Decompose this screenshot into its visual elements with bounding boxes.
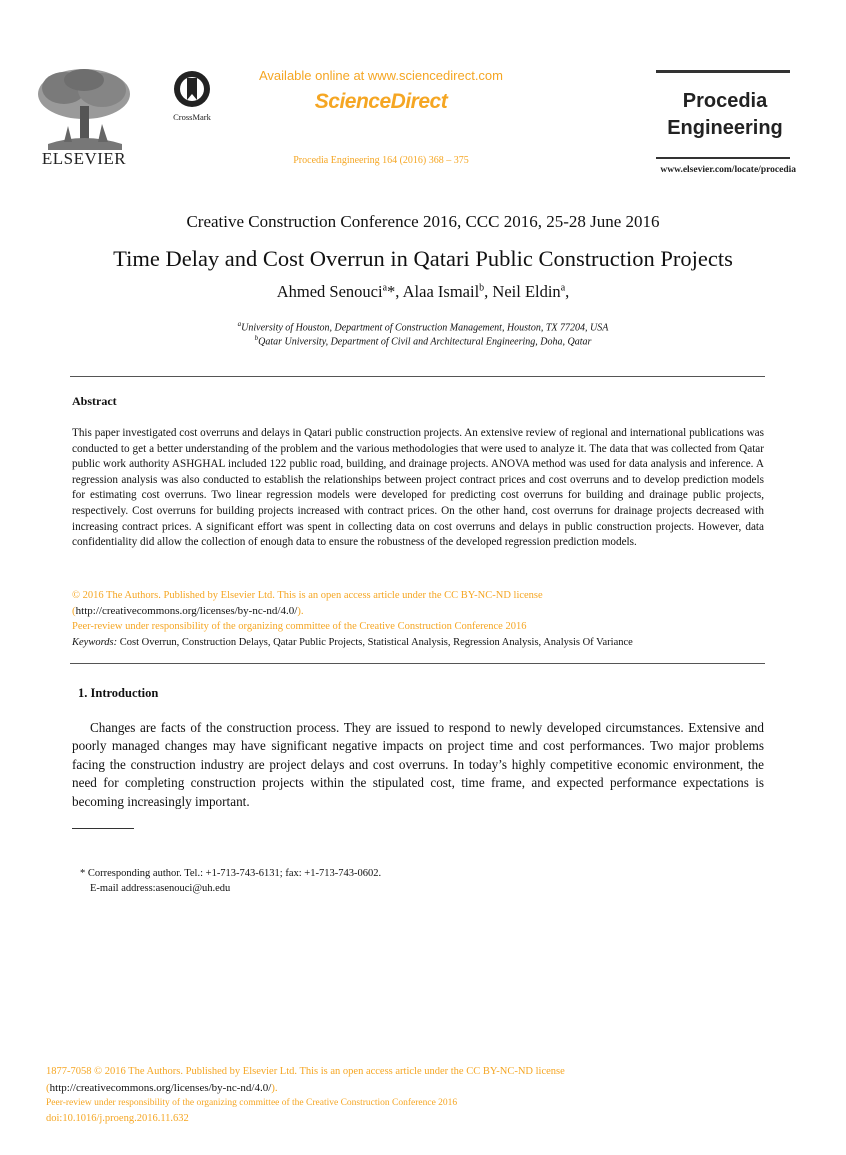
journal-url-link[interactable]: www.elsevier.com/locate/procedia	[660, 165, 796, 175]
journal-title-line-2: Engineering	[667, 117, 783, 139]
affiliation-sup: b	[254, 334, 259, 342]
author-name: Neil Eldin	[492, 282, 561, 301]
introduction-body: Changes are facts of the construction process. They are issued to respond to newly developed circumstances. Extensive and poorly managed changes may have significant negative impacts on project time and cost performances. Two major problems facing the construction industry are project delays and cost overruns. In today’s highly competitive economic environment, the need for completing construction projects within the stipulated cost, time frame, and expected performance expectations is becoming increasingly important.	[72, 720, 764, 809]
license-statement: © 2016 The Authors. Published by Elsevier Ltd. This is an open access article under the CC BY-NC-ND license	[72, 590, 543, 601]
footnote-rule	[72, 828, 134, 829]
paren-close: ).	[271, 1082, 278, 1094]
abstract-heading: Abstract	[72, 394, 117, 408]
author-list	[40, 282, 806, 302]
paren-open: (	[72, 605, 76, 617]
affiliation-text: Qatar University, Department of Civil and Architectural Engineering, Doha, Qatar	[258, 336, 592, 348]
journal-rule-bottom	[656, 157, 790, 159]
section-divider	[70, 376, 765, 377]
doi-link[interactable]: doi:10.1016/j.proeng.2016.11.632	[46, 1113, 189, 1124]
affiliation	[40, 320, 806, 333]
author-affil-sup: b	[479, 282, 485, 294]
section-heading-introduction: 1. Introduction	[78, 686, 159, 700]
issn-license-statement: 1877-7058 © 2016 The Authors. Published by Elsevier Ltd. This is an open access article under the CC BY-NC-ND license	[46, 1066, 565, 1077]
journal-title-line-1: Procedia	[682, 90, 768, 112]
license-link[interactable]: http://creativecommons.org/licenses/by-nc-nd/4.0/	[75, 605, 298, 617]
footer-peer-review: Peer-review under responsibility of the organizing committee of the Creative Construction Conference 2016	[46, 1098, 458, 1108]
author-affil-sup: a	[560, 282, 566, 294]
keywords-label: Keywords:	[72, 637, 118, 648]
keywords	[72, 637, 772, 648]
author-separator: ,	[565, 282, 570, 301]
author-separator: *,	[387, 282, 403, 301]
journal-reference: Procedia Engineering 164 (2016) 368 – 375	[293, 155, 469, 166]
abstract-body: This paper investigated cost overruns and delays in Qatari public construction projects. An extensive review of regional and international publications was conducted to get a better understanding of the problem and the various methodologies that were used to analyze it. The data that was collected from Qatar public work authority ASHGHAL included 122 public road, building, and drainage projects. ANOVA method was used for data analysis and inference. A regression analysis was also conducted to establish the relationships between project contract prices and cost overruns and to develop prediction models for estimating cost overruns. Two linear regression models were developed for predicting cost overruns for building and drainage public projects, respectively. Cost overruns for building projects increased with contract prices. On the other hand, cost overruns for drainage projects decreased with increasing contract prices. A significant effort was spent in collecting data on cost overruns and delays in public construction projects. However, data confidentiality did allow the collection of enough data to ensure the robustness of the developed regression prediction models.	[72, 427, 764, 549]
journal-rule-top	[656, 70, 790, 73]
section-divider	[70, 663, 765, 664]
paren-open: (	[46, 1082, 50, 1094]
keywords-list: Cost Overrun, Construction Delays, Qatar Public Projects, Statistical Analysis, Regression Analysis, Analysis Of Variance	[117, 637, 633, 648]
peer-review-statement: Peer-review under responsibility of the organizing committee of the Creative Construction Conference 2016	[72, 621, 527, 632]
footer-license-link[interactable]: http://creativecommons.org/licenses/by-nc-nd/4.0/	[49, 1082, 272, 1094]
paper-title: Time Delay and Cost Overrun in Qatari Public Construction Projects	[113, 246, 733, 271]
author-name: Alaa Ismail	[402, 282, 480, 301]
author-separator: ,	[484, 282, 493, 301]
corresponding-author-email: E-mail address:asenouci@uh.edu	[90, 883, 231, 894]
journal-title	[660, 88, 790, 142]
corresponding-author-note: * Corresponding author. Tel.: +1-713-743-6131; fax: +1-713-743-0602.	[80, 868, 382, 879]
crossmark-label: CrossMark	[173, 112, 211, 122]
conference-name: Creative Construction Conference 2016, CCC 2016, 25-28 June 2016	[186, 212, 660, 231]
affiliation-text: University of Houston, Department of Construction Management, Houston, TX 77204, USA	[241, 322, 609, 334]
footer-license-link-line	[46, 1082, 278, 1094]
affiliation	[40, 334, 806, 347]
license-link-line	[72, 605, 304, 617]
sciencedirect-brand: ScienceDirect	[314, 90, 448, 113]
author-affil-sup: a	[382, 282, 388, 294]
available-online-link[interactable]: Available online at www.sciencedirect.com	[259, 68, 503, 83]
author-name: Ahmed Senouci	[276, 282, 383, 301]
affiliation-sup: a	[237, 320, 242, 328]
publisher-name: ELSEVIER	[41, 149, 127, 168]
paren-close: ).	[297, 605, 304, 617]
